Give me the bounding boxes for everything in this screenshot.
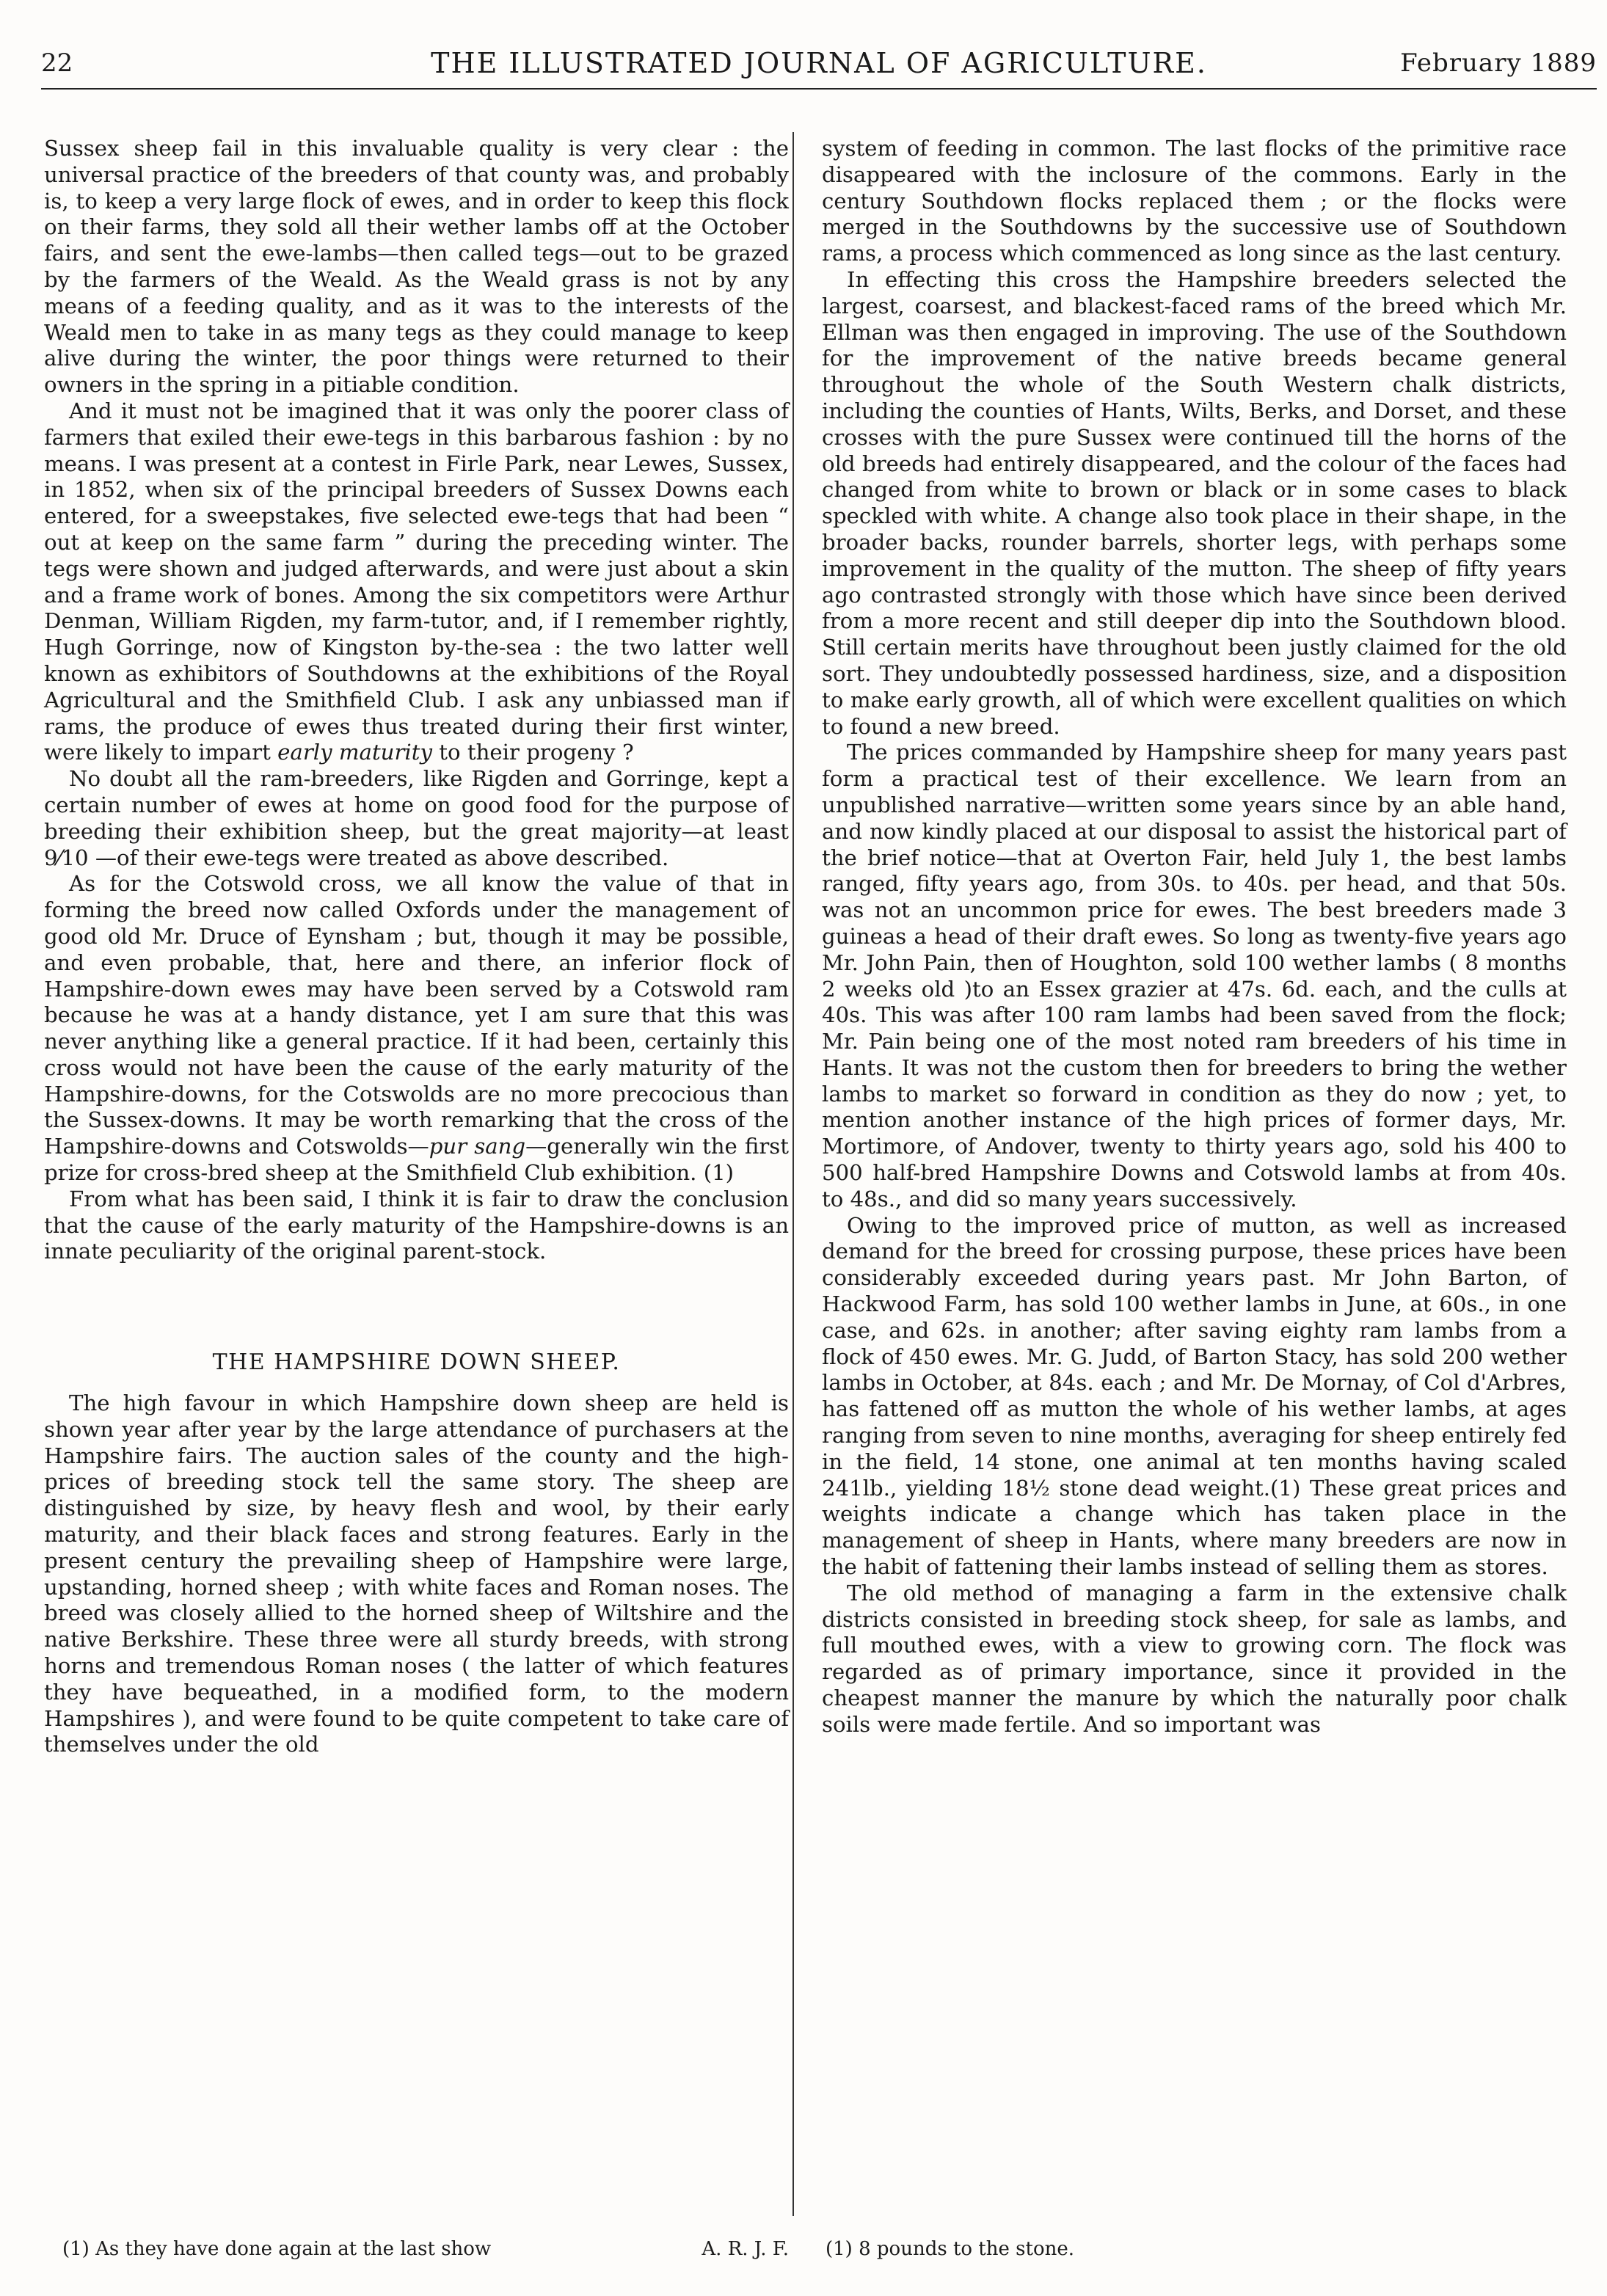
footnote-signature: A. R. J. F.	[702, 2238, 789, 2260]
footnote-left	[62, 2238, 789, 2260]
paragraph: And it must not be imagined that it was only the poorer class of farmers that exiled their ewe-tegs in this barbarous fashion : by no means. I was present at a contest in Firle Park, near Lewes, Sussex, in 1852, when six of the principal breeders of Sussex Downs each entered, for a sweepstakes, five selected ewe-tegs that had been “ out at keep on the same farm ” during the preceding winter. The tegs were shown and judged afterwards, and were just about a skin and a frame work of bones. Among the six competitors were Arthur Denman, William Rigden, my farm-tutor, and, if I remember rightly, Hugh Gorringe, now of Kingston by-the-sea : the two latter well known as exhibitors of Southdowns at the exhibitions of the Royal Agricultural and the Smithfield Club. I ask any unbiassed man if rams, the produce of ewes thus treated during their first winter, were likely to impart early maturity to their progeny ?	[44, 398, 789, 765]
paragraph: The old method of managing a farm in the extensive chalk districts consisted in breeding stock sheep, for sale as lambs, and full mouthed ewes, with a view to growing corn. The flock was regarded as of primary importance, since it provided in the cheapest manner the manure by which the naturally poor chalk soils were made fertile. And so important was	[822, 1580, 1567, 1737]
paragraph: Sussex sheep fail in this invaluable quality is very clear : the universal practice of the breeders of that county was, and probably is, to keep a very large flock of ewes, and in order to keep this flock on their farms, they sold all their wether lambs off at the October fairs, and sent the ewe-lambs—then called tegs—out to be grazed by the farmers of the Weald. As the Weald grass is not by any means of a feeding quality, and as it was to the interests of the Weald men to take in as many tegs as they could manage to keep alive during the winter, the poor things were returned to their owners in the spring in a pitiable condition.	[44, 136, 789, 398]
right-column	[822, 136, 1567, 1738]
paragraph: Owing to the improved price of mutton, as well as increased demand for the breed for crossing purpose, these prices have been considerably exceeded during years past. Mr John Barton, of Hackwood Farm, has sold 100 wether lambs in June, at 60s., in one case, and 62s. in another; after saving eighty ram lambs from a flock of 450 ewes. Mr. G. Judd, of Barton Stacy, has sold 200 wether lambs in October, at 84s. each ; and Mr. De Mornay, of Col d'Arbres, has fattened off as mutton the whole of his wether lambs, at ages ranging from seven to nine months, averaging for sheep entirely fed in the field, 14 stone, one animal at ten months having scaled 241lb., yielding 18½ stone dead weight.(1) These great prices and weights indicate a change which has taken place in the management of sheep in Hants, where many breeders are now in the habit of fattening their lambs instead of selling them as stores.	[822, 1212, 1567, 1580]
footnote-right: (1) 8 pounds to the stone.	[826, 2238, 1074, 2260]
journal-title: THE ILLUSTRATED JOURNAL OF AGRICULTURE.	[431, 47, 1207, 79]
italic-phrase: early maturity	[277, 740, 432, 765]
header-rule	[41, 88, 1597, 90]
page-header	[41, 45, 1597, 87]
paragraph: system of feeding in common. The last flocks of the primitive race disappeared with the inclosure of the commons. Early in the century Southdown flocks replaced them ; or the flocks were merged in the Southdowns by the successive use of Southdown rams, a process which commenced as long since as the last century.	[822, 136, 1567, 266]
paragraph: The prices commanded by Hampshire sheep for many years past form a practical test of their excellence. We learn from an unpublished narrative—written some years since by an able hand, and now kindly placed at our disposal to assist the historical part of the brief notice—that at Overton Fair, held July 1, the best lambs ranged, fifty years ago, from 30s. to 40s. per head, and that 50s. was not an uncommon price for ewes. The best breeders made 3 guineas a head of their draft ewes. So long as twenty-five years ago Mr. John Pain, then of Houghton, sold 100 wether lambs ( 8 months 2 weeks old )to an Essex grazier at 47s. 6d. each, and the culls at 40s. This was after 100 ram lambs had been saved from the flock; Mr. Pain being one of the most noted ram breeders of his time in Hants. It was not the custom then for breeders to bring the wether lambs to market so forward in condition as they do now ; yet, to mention another instance of the high prices of former days, Mr. Mortimore, of Andover, twenty to thirty years ago, sold his 400 to 500 half-bred Hampshire Downs and Cotswold lambs at from 40s. to 48s., and did so many years successively.	[822, 740, 1567, 1211]
paragraph: From what has been said, I think it is fair to draw the conclusion that the cause of the early maturity of the Hampshire-downs is an innate peculiarity of the original parent-stock.	[44, 1186, 789, 1264]
column-divider	[792, 132, 794, 2216]
footnote-text: (1) As they have done again at the last show	[62, 2238, 492, 2260]
paragraph: The high favour in which Hampshire down sheep are held is shown year after year by the large attendance of purchasers at the Hampshire fairs. The auction sales of the county and the high-prices of breeding stock tell the same story. The sheep are distinguished by size, by heavy flesh and wool, by their early maturity, and their black faces and strong features. Early in the present century the prevailing sheep of Hampshire were large, upstanding, horned sheep ; with white faces and Roman noses. The breed was closely allied to the horned sheep of Wiltshire and the native Berkshire. These three were all sturdy breeds, with strong horns and tremendous Roman noses ( the latter of which features they have bequeathed, in a modified form, to the modern Hampshires ), and were found to be quite competent to take care of themselves under the old	[44, 1391, 789, 1757]
page-number: 22	[41, 48, 73, 78]
left-column	[44, 136, 789, 1758]
italic-phrase: pur sang	[429, 1134, 526, 1159]
issue-date: February 1889	[1400, 48, 1597, 78]
paragraph: As for the Cotswold cross, we all know the value of that in forming the breed now called Oxfords under the management of good old Mr. Druce of Eynsham ; but, though it may be possible, and even probable, that, here and there, an inferior flock of Hampshire-down ewes may have been served by a Cotswold ram because he was at a handy distance, yet I am sure that this was never anything like a general practice. If it had been, certainly this cross would not have been the cause of the early maturity of the Hampshire-downs, for the Cotswolds are no more precocious than the Sussex-downs. It may be worth remarking that the cross of the Hampshire-downs and Cotswolds—pur sang—generally win the first prize for cross-bred sheep at the Smithfield Club exhibition. (1)	[44, 871, 789, 1186]
section-heading: THE HAMPSHIRE DOWN SHEEP.	[212, 1349, 621, 1376]
paragraph: No doubt all the ram-breeders, like Rigden and Gorringe, kept a certain number of ewes at home on good food for the purpose of breeding their exhibition sheep, but the great majority—at least 9⁄10 —of their ewe-tegs were treated as above described.	[44, 766, 789, 870]
paragraph: In effecting this cross the Hampshire breeders selected the largest, coarsest, and blackest-faced rams of the breed which Mr. Ellman was then engaged in improving. The use of the Southdown for the improvement of the native breeds became general throughout the whole of the South Western chalk districts, including the counties of Hants, Wilts, Berks, and Dorset, and these crosses with the pure Sussex were continued till the horns of the old breeds had entirely disappeared, and the colour of the faces had changed from white to brown or black or in some cases to black speckled with white. A change also took place in their shape, in the broader backs, rounder barrels, shorter legs, with perhaps some improvement in the quality of the mutton. The sheep of fifty years ago contrasted strongly with those which have since been derived from a more recent and still deeper dip into the Southdown blood. Still certain merits have throughout been justly claimed for the old sort. They undoubtedly possessed hardiness, size, and a disposition to make early growth, all of which were excellent qualities on which to found a new breed.	[822, 266, 1567, 739]
